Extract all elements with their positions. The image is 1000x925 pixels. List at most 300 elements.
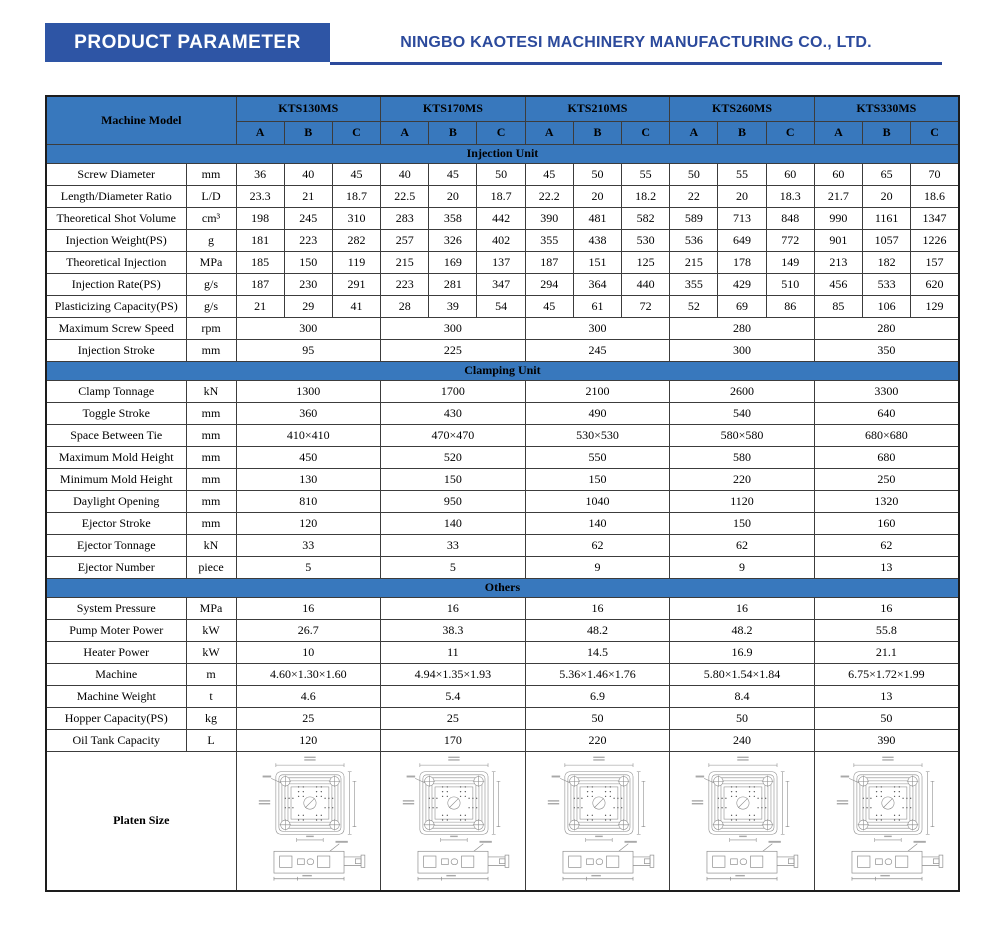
cell-value: 5 (236, 557, 381, 579)
cell-value: 220 (670, 469, 815, 491)
cell-value: 39 (429, 296, 477, 318)
table-row (46, 447, 959, 469)
cell-value: 4.60×1.30×1.60 (236, 664, 381, 686)
cell-value: 713 (718, 208, 766, 230)
cell-value: 169 (429, 252, 477, 274)
cell-value: 490 (525, 403, 670, 425)
product-parameter-banner (45, 23, 330, 62)
subcol-header: A (236, 122, 284, 145)
cell-value: 18.2 (622, 186, 670, 208)
subcol-header: B (284, 122, 332, 145)
row-unit: cm³ (186, 208, 236, 230)
cell-value: 510 (766, 274, 814, 296)
row-label: Maximum Screw Speed (46, 318, 186, 340)
cell-value: 6.75×1.72×1.99 (814, 664, 959, 686)
cell-value: 294 (525, 274, 573, 296)
banner-title: PRODUCT PARAMETER (74, 31, 301, 53)
cell-value: 283 (381, 208, 429, 230)
cell-value: 187 (525, 252, 573, 274)
cell-value: 130 (236, 469, 381, 491)
cell-value: 442 (477, 208, 525, 230)
cell-value: 223 (284, 230, 332, 252)
cell-value: 429 (718, 274, 766, 296)
row-label: Theoretical Injection (46, 252, 186, 274)
cell-value: 198 (236, 208, 284, 230)
platen-cell (814, 752, 959, 892)
cell-value: 14.5 (525, 642, 670, 664)
cell-value: 2100 (525, 381, 670, 403)
cell-value: 364 (573, 274, 621, 296)
subcol-header: A (814, 122, 862, 145)
cell-value: 11 (381, 642, 526, 664)
row-label: Minimum Mold Height (46, 469, 186, 491)
cell-value: 225 (381, 340, 526, 362)
cell-value: 16.9 (670, 642, 815, 664)
cell-value: 22.5 (381, 186, 429, 208)
subcol-header: C (622, 122, 670, 145)
cell-value: 390 (814, 730, 959, 752)
cell-value: 250 (814, 469, 959, 491)
cell-value: 137 (477, 252, 525, 274)
row-unit: L (186, 730, 236, 752)
cell-value: 220 (525, 730, 670, 752)
row-label: Screw Diameter (46, 164, 186, 186)
cell-value: 21 (284, 186, 332, 208)
cell-value: 358 (429, 208, 477, 230)
cell-value: 1161 (863, 208, 911, 230)
cell-value: 54 (477, 296, 525, 318)
cell-value: 300 (670, 340, 815, 362)
cell-value: 640 (814, 403, 959, 425)
cell-value: 60 (814, 164, 862, 186)
row-label: Length/Diameter Ratio (46, 186, 186, 208)
cell-value: 129 (911, 296, 959, 318)
table-row (46, 686, 959, 708)
cell-value: 1120 (670, 491, 815, 513)
cell-value: 62 (814, 535, 959, 557)
row-unit: kW (186, 620, 236, 642)
cell-value: 170 (381, 730, 526, 752)
row-label: Ejector Tonnage (46, 535, 186, 557)
cell-value: 60 (766, 164, 814, 186)
cell-value: 580×580 (670, 425, 815, 447)
cell-value: 245 (525, 340, 670, 362)
cell-value: 540 (670, 403, 815, 425)
cell-value: 3300 (814, 381, 959, 403)
model-header: KTS260MS (670, 96, 815, 122)
cell-value: 149 (766, 252, 814, 274)
cell-value: 1057 (863, 230, 911, 252)
table-row (46, 535, 959, 557)
row-unit: mm (186, 425, 236, 447)
cell-value: 50 (670, 164, 718, 186)
cell-value: 45 (429, 164, 477, 186)
cell-value: 1320 (814, 491, 959, 513)
cell-value: 2600 (670, 381, 815, 403)
cell-value: 45 (332, 164, 380, 186)
cell-value: 848 (766, 208, 814, 230)
cell-value: 72 (622, 296, 670, 318)
table-row (46, 425, 959, 447)
row-unit: g (186, 230, 236, 252)
cell-value: 257 (381, 230, 429, 252)
cell-value: 21 (236, 296, 284, 318)
cell-value: 580 (670, 447, 815, 469)
subcol-header: B (718, 122, 766, 145)
cell-value: 20 (573, 186, 621, 208)
cell-value: 410×410 (236, 425, 381, 447)
section-header: Others (46, 579, 959, 598)
cell-value: 150 (670, 513, 815, 535)
cell-value: 620 (911, 274, 959, 296)
cell-value: 520 (381, 447, 526, 469)
cell-value: 16 (381, 598, 526, 620)
row-label: System Pressure (46, 598, 186, 620)
cell-value: 55.8 (814, 620, 959, 642)
platen-row (46, 752, 959, 892)
subcol-header: B (863, 122, 911, 145)
cell-value: 16 (236, 598, 381, 620)
cell-value: 36 (236, 164, 284, 186)
cell-value: 18.3 (766, 186, 814, 208)
cell-value: 215 (381, 252, 429, 274)
cell-value: 4.94×1.35×1.93 (381, 664, 526, 686)
subcol-header: A (525, 122, 573, 145)
cell-value: 223 (381, 274, 429, 296)
cell-value: 28 (381, 296, 429, 318)
model-header: KTS130MS (236, 96, 381, 122)
cell-value: 8.4 (670, 686, 815, 708)
platen-cell (236, 752, 381, 892)
row-label: Injection Rate(PS) (46, 274, 186, 296)
cell-value: 41 (332, 296, 380, 318)
cell-value: 213 (814, 252, 862, 274)
row-label: Injection Stroke (46, 340, 186, 362)
cell-value: 33 (381, 535, 526, 557)
cell-value: 106 (863, 296, 911, 318)
cell-value: 185 (236, 252, 284, 274)
spec-table (45, 95, 960, 892)
table-row (46, 381, 959, 403)
cell-value: 125 (622, 252, 670, 274)
cell-value: 178 (718, 252, 766, 274)
table-row (46, 491, 959, 513)
model-header: KTS330MS (814, 96, 959, 122)
row-label: Space Between Tie (46, 425, 186, 447)
cell-value: 456 (814, 274, 862, 296)
cell-value: 9 (525, 557, 670, 579)
header-rule (330, 62, 942, 65)
cell-value: 33 (236, 535, 381, 557)
cell-value: 48.2 (670, 620, 815, 642)
subcol-header: B (429, 122, 477, 145)
cell-value: 95 (236, 340, 381, 362)
cell-value: 16 (670, 598, 815, 620)
cell-value: 25 (236, 708, 381, 730)
platen-drawing (238, 754, 380, 888)
row-unit: t (186, 686, 236, 708)
cell-value: 1040 (525, 491, 670, 513)
cell-value: 582 (622, 208, 670, 230)
subcol-header: C (911, 122, 959, 145)
cell-value: 390 (525, 208, 573, 230)
row-label: Oil Tank Capacity (46, 730, 186, 752)
cell-value: 45 (525, 164, 573, 186)
cell-value: 62 (525, 535, 670, 557)
cell-value: 282 (332, 230, 380, 252)
cell-value: 29 (284, 296, 332, 318)
cell-value: 530×530 (525, 425, 670, 447)
cell-value: 300 (525, 318, 670, 340)
cell-value: 360 (236, 403, 381, 425)
cell-value: 55 (622, 164, 670, 186)
cell-value: 22.2 (525, 186, 573, 208)
machine-model-header: Machine Model (46, 96, 236, 145)
cell-value: 20 (863, 186, 911, 208)
cell-value: 280 (670, 318, 815, 340)
platen-cell (525, 752, 670, 892)
cell-value: 21.1 (814, 642, 959, 664)
subcol-header: A (670, 122, 718, 145)
cell-value: 40 (284, 164, 332, 186)
cell-value: 150 (381, 469, 526, 491)
table-row (46, 620, 959, 642)
table-row (46, 230, 959, 252)
cell-value: 40 (381, 164, 429, 186)
cell-value: 45 (525, 296, 573, 318)
cell-value: 140 (381, 513, 526, 535)
row-unit: mm (186, 164, 236, 186)
cell-value: 430 (381, 403, 526, 425)
cell-value: 20 (429, 186, 477, 208)
cell-value: 50 (477, 164, 525, 186)
cell-value: 347 (477, 274, 525, 296)
cell-value: 5.36×1.46×1.76 (525, 664, 670, 686)
cell-value: 649 (718, 230, 766, 252)
cell-value: 18.7 (477, 186, 525, 208)
row-unit: mm (186, 447, 236, 469)
cell-value: 533 (863, 274, 911, 296)
cell-value: 70 (911, 164, 959, 186)
subcol-header: C (332, 122, 380, 145)
row-label: Hopper Capacity(PS) (46, 708, 186, 730)
cell-value: 1347 (911, 208, 959, 230)
cell-value: 901 (814, 230, 862, 252)
row-unit: L/D (186, 186, 236, 208)
cell-value: 157 (911, 252, 959, 274)
subcol-header: A (381, 122, 429, 145)
cell-value: 140 (525, 513, 670, 535)
cell-value: 5.4 (381, 686, 526, 708)
cell-value: 402 (477, 230, 525, 252)
row-label: Pump Moter Power (46, 620, 186, 642)
row-unit: mm (186, 340, 236, 362)
row-label: Theoretical Shot Volume (46, 208, 186, 230)
table-row (46, 164, 959, 186)
platen-drawing (671, 754, 813, 888)
cell-value: 300 (236, 318, 381, 340)
cell-value: 26.7 (236, 620, 381, 642)
cell-value: 438 (573, 230, 621, 252)
cell-value: 536 (670, 230, 718, 252)
cell-value: 16 (525, 598, 670, 620)
row-unit: m (186, 664, 236, 686)
cell-value: 470×470 (381, 425, 526, 447)
table-row (46, 642, 959, 664)
cell-value: 50 (525, 708, 670, 730)
cell-value: 6.9 (525, 686, 670, 708)
cell-value: 13 (814, 557, 959, 579)
row-unit: mm (186, 513, 236, 535)
cell-value: 150 (284, 252, 332, 274)
table-row (46, 403, 959, 425)
company-name: NINGBO KAOTESI MACHINERY MANUFACTURING CO., LTD. (400, 33, 872, 51)
cell-value: 350 (814, 340, 959, 362)
row-unit: mm (186, 469, 236, 491)
table-row (46, 252, 959, 274)
subcol-header: B (573, 122, 621, 145)
cell-value: 589 (670, 208, 718, 230)
platen-drawing (382, 754, 524, 888)
cell-value: 22 (670, 186, 718, 208)
row-unit: g/s (186, 274, 236, 296)
platen-cell (381, 752, 526, 892)
row-label: Plasticizing Capacity(PS) (46, 296, 186, 318)
row-label: Toggle Stroke (46, 403, 186, 425)
row-unit: rpm (186, 318, 236, 340)
table-row (46, 274, 959, 296)
table-row (46, 598, 959, 620)
table-row (46, 469, 959, 491)
row-unit: kg (186, 708, 236, 730)
platen-drawing (816, 754, 958, 888)
cell-value: 215 (670, 252, 718, 274)
cell-value: 281 (429, 274, 477, 296)
cell-value: 240 (670, 730, 815, 752)
cell-value: 50 (573, 164, 621, 186)
table-row (46, 340, 959, 362)
cell-value: 300 (381, 318, 526, 340)
table-row (46, 513, 959, 535)
table-row (46, 296, 959, 318)
table-row (46, 557, 959, 579)
cell-value: 20 (718, 186, 766, 208)
section-header: Injection Unit (46, 145, 959, 164)
platen-drawing (527, 754, 669, 888)
cell-value: 18.7 (332, 186, 380, 208)
row-label: Ejector Number (46, 557, 186, 579)
cell-value: 187 (236, 274, 284, 296)
row-label: Injection Weight(PS) (46, 230, 186, 252)
row-unit: piece (186, 557, 236, 579)
model-header: KTS170MS (381, 96, 526, 122)
cell-value: 680 (814, 447, 959, 469)
cell-value: 810 (236, 491, 381, 513)
cell-value: 950 (381, 491, 526, 513)
cell-value: 4.6 (236, 686, 381, 708)
cell-value: 23.3 (236, 186, 284, 208)
cell-value: 1700 (381, 381, 526, 403)
row-unit: mm (186, 491, 236, 513)
platen-cell (670, 752, 815, 892)
cell-value: 326 (429, 230, 477, 252)
cell-value: 86 (766, 296, 814, 318)
cell-value: 5 (381, 557, 526, 579)
cell-value: 1226 (911, 230, 959, 252)
cell-value: 1300 (236, 381, 381, 403)
cell-value: 62 (670, 535, 815, 557)
table-row (46, 730, 959, 752)
cell-value: 990 (814, 208, 862, 230)
cell-value: 21.7 (814, 186, 862, 208)
cell-value: 25 (381, 708, 526, 730)
row-unit: MPa (186, 252, 236, 274)
platen-size-label: Platen Size (46, 752, 236, 892)
cell-value: 69 (718, 296, 766, 318)
table-row (46, 708, 959, 730)
table-row (46, 186, 959, 208)
cell-value: 181 (236, 230, 284, 252)
table-row (46, 664, 959, 686)
cell-value: 50 (814, 708, 959, 730)
row-label: Maximum Mold Height (46, 447, 186, 469)
cell-value: 245 (284, 208, 332, 230)
cell-value: 355 (670, 274, 718, 296)
row-label: Clamp Tonnage (46, 381, 186, 403)
cell-value: 150 (525, 469, 670, 491)
cell-value: 10 (236, 642, 381, 664)
cell-value: 280 (814, 318, 959, 340)
cell-value: 13 (814, 686, 959, 708)
cell-value: 18.6 (911, 186, 959, 208)
cell-value: 310 (332, 208, 380, 230)
cell-value: 50 (670, 708, 815, 730)
cell-value: 160 (814, 513, 959, 535)
row-label: Machine Weight (46, 686, 186, 708)
row-unit: kN (186, 535, 236, 557)
cell-value: 230 (284, 274, 332, 296)
subcol-header: C (477, 122, 525, 145)
cell-value: 120 (236, 730, 381, 752)
cell-value: 9 (670, 557, 815, 579)
row-unit: kN (186, 381, 236, 403)
cell-value: 440 (622, 274, 670, 296)
cell-value: 550 (525, 447, 670, 469)
cell-value: 61 (573, 296, 621, 318)
row-label: Ejector Stroke (46, 513, 186, 535)
cell-value: 65 (863, 164, 911, 186)
cell-value: 151 (573, 252, 621, 274)
cell-value: 450 (236, 447, 381, 469)
subcol-header: C (766, 122, 814, 145)
cell-value: 38.3 (381, 620, 526, 642)
table-row (46, 318, 959, 340)
cell-value: 182 (863, 252, 911, 274)
cell-value: 772 (766, 230, 814, 252)
cell-value: 120 (236, 513, 381, 535)
row-unit: mm (186, 403, 236, 425)
model-header: KTS210MS (525, 96, 670, 122)
cell-value: 5.80×1.54×1.84 (670, 664, 815, 686)
cell-value: 291 (332, 274, 380, 296)
row-label: Machine (46, 664, 186, 686)
cell-value: 55 (718, 164, 766, 186)
cell-value: 16 (814, 598, 959, 620)
table-row (46, 208, 959, 230)
section-header: Clamping Unit (46, 362, 959, 381)
cell-value: 355 (525, 230, 573, 252)
spec-table-container (45, 95, 960, 892)
